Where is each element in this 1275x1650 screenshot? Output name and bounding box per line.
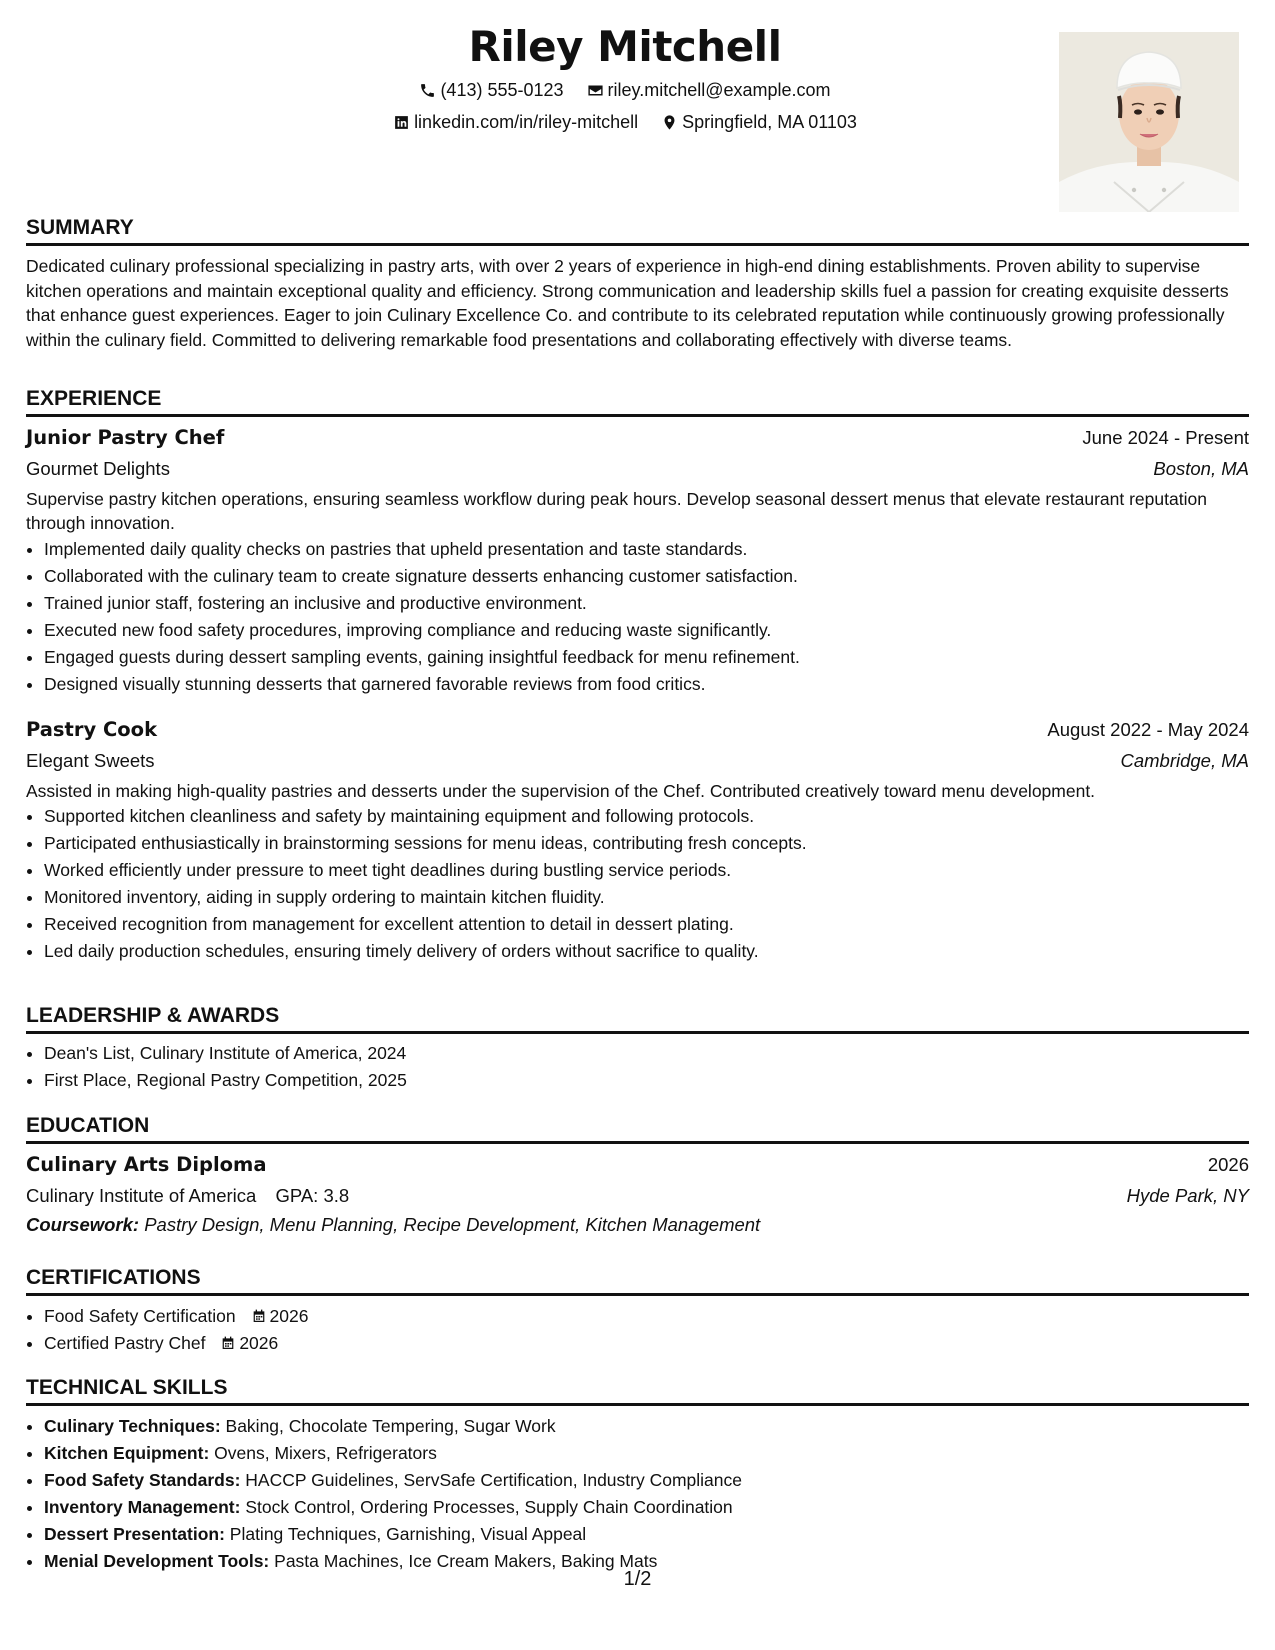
skill-label: Dessert Presentation:: [44, 1524, 225, 1544]
summary-heading: SUMMARY: [26, 214, 1249, 246]
calendar-icon: [251, 1308, 267, 1324]
job-entry: [26, 425, 1249, 698]
school-name: Culinary Institute of America: [26, 1184, 257, 1206]
list-item: • Worked efficiently under pressure to meet tight deadlines during bustling service periods.: [44, 857, 1249, 884]
coursework-label: Coursework:: [26, 1213, 140, 1235]
job-company-row: [26, 748, 1249, 773]
job-location: Cambridge, MA: [1120, 749, 1249, 771]
list-item: • Trained junior staff, fostering an inclusive and productive environment.: [44, 590, 1249, 617]
certifications-heading: CERTIFICATIONS: [26, 1264, 1249, 1296]
list-item: [44, 1303, 1267, 1330]
location-contact: [661, 110, 857, 134]
phone-text: (413) 555-0123: [440, 80, 564, 100]
list-item: • Received recognition from management for excellent attention to detail in dessert plating.: [44, 911, 1249, 938]
job-title-row: [26, 717, 1249, 744]
skill-label: Menial Development Tools:: [44, 1551, 270, 1571]
linkedin-link[interactable]: linkedin.com/in/riley-mitchell: [414, 112, 639, 132]
map-pin-icon: [661, 114, 678, 131]
email-link[interactable]: riley.mitchell@example.com: [607, 80, 831, 100]
skill-value: Plating Techniques, Garnishing, Visual Appeal: [229, 1524, 587, 1544]
email-contact[interactable]: [587, 78, 831, 102]
list-item: • Engaged guests during dessert sampling events, gaining insightful feedback for menu refinement.: [44, 644, 1249, 671]
degree-row: [26, 1152, 1249, 1179]
job-company: Gourmet Delights: [26, 457, 170, 479]
skill-label: Culinary Techniques:: [44, 1416, 221, 1436]
coursework-list: Pastry Design, Menu Planning, Recipe Development, Kitchen Management: [144, 1213, 761, 1235]
job-location: Boston, MA: [1153, 457, 1249, 479]
skills-list: [26, 1413, 1267, 1575]
envelope-icon: [587, 82, 604, 99]
cert-name: Food Safety Certification: [44, 1306, 236, 1326]
awards-list: [26, 1040, 1267, 1094]
skills-heading: TECHNICAL SKILLS: [26, 1374, 1249, 1406]
list-item: • Monitored inventory, aiding in supply ordering to maintain kitchen fluidity.: [44, 884, 1249, 911]
experience-heading: EXPERIENCE: [26, 385, 1249, 417]
job-bullets: [26, 536, 1249, 698]
chef-portrait-illustration: [1059, 32, 1239, 212]
list-item: • Executed new food safety procedures, improving compliance and reducing waste significantly.: [44, 617, 1249, 644]
cert-name: Certified Pastry Chef: [44, 1333, 206, 1353]
skill-label: Food Safety Standards:: [44, 1470, 241, 1490]
linkedin-contact[interactable]: [393, 110, 638, 134]
degree-title: Culinary Arts Diploma: [26, 1153, 267, 1176]
summary-text: Dedicated culinary professional specializing in pastry arts, with over 2 years of experience in high-end dining establishments. Proven ability to supervise kitchen operations and maintain exceptional quality and efficiency. Strong communication and leadership skills fuel a passion for creating exquisite desserts that enhance guest experiences. Eager to join Culinary Excellence Co. and contribute to its celebrated reputation while continuously growing professionally within the culinary field. Committed to delivering remarkable food presentations and collaborating effectively with diverse teams.: [26, 256, 1229, 350]
job-title: Junior Pastry Chef: [26, 426, 225, 449]
job-dates: June 2024 - Present: [1082, 427, 1249, 448]
list-item: • Dean's List, Culinary Institute of America, 2024: [44, 1040, 1267, 1067]
job-title-row: [26, 425, 1249, 452]
phone-contact: [419, 78, 563, 102]
cert-date: [210, 1333, 278, 1353]
certifications-list: [26, 1303, 1267, 1357]
list-item: [44, 1413, 1267, 1440]
list-item: • First Place, Regional Pastry Competition, 2025: [44, 1067, 1267, 1094]
skill-value: Baking, Chocolate Tempering, Sugar Work: [225, 1416, 556, 1436]
awards-heading: LEADERSHIP & AWARDS: [26, 1002, 1249, 1034]
list-item: • Collaborated with the culinary team to create signature desserts enhancing customer satisfaction.: [44, 563, 1249, 590]
skill-value: Pasta Machines, Ice Cream Makers, Baking Mats: [274, 1551, 658, 1571]
job-description: Supervise pastry kitchen operations, ensuring seamless workflow during peak hours. Develop seasonal dessert menus that elevate restaurant reputation through innovation.: [26, 488, 1207, 534]
list-item: [44, 1330, 1267, 1357]
skill-value: Ovens, Mixers, Refrigerators: [214, 1443, 437, 1463]
school-info: [26, 1183, 349, 1208]
school-row: [26, 1183, 1249, 1208]
cert-year: 2026: [239, 1333, 279, 1353]
job-description: Assisted in making high-quality pastries and desserts under the supervision of the Chef. Contributed creatively toward menu development.: [26, 780, 1096, 801]
phone-icon: [419, 82, 436, 99]
list-item: • Implemented daily quality checks on pastries that upheld presentation and taste standards.: [44, 536, 1249, 563]
list-item: • Led daily production schedules, ensuring timely delivery of orders without sacrifice to quality.: [44, 938, 1249, 965]
list-item: • Supported kitchen cleanliness and safety by maintaining equipment and following protocols.: [44, 803, 1249, 830]
job-dates: August 2022 - May 2024: [1047, 719, 1249, 740]
linkedin-icon: [393, 114, 410, 131]
list-item: [44, 1521, 1267, 1548]
list-item: [44, 1467, 1267, 1494]
school-location: Hyde Park, NY: [1126, 1184, 1249, 1206]
gpa: GPA: 3.8: [275, 1184, 350, 1206]
skill-value: Stock Control, Ordering Processes, Supply Chain Coordination: [245, 1497, 733, 1517]
job-entry: [26, 717, 1249, 965]
candidate-name: Riley Mitchell: [468, 22, 782, 71]
profile-photo: [1059, 32, 1239, 212]
calendar-icon: [220, 1335, 236, 1351]
page-number: 1/2: [623, 1568, 652, 1590]
graduation-year: 2026: [1207, 1154, 1249, 1175]
skill-label: Inventory Management:: [44, 1497, 241, 1517]
skill-value: HACCP Guidelines, ServSafe Certification, Industry Compliance: [245, 1470, 742, 1490]
list-item: • Designed visually stunning desserts that garnered favorable reviews from food critics.: [44, 671, 1249, 698]
job-company: Elegant Sweets: [26, 749, 155, 771]
skill-label: Kitchen Equipment:: [44, 1443, 210, 1463]
list-item: [44, 1440, 1267, 1467]
education-entry: [26, 1152, 1249, 1237]
list-item: • Participated enthusiastically in brainstorming sessions for menu ideas, contributing fresh concepts.: [44, 830, 1249, 857]
job-title: Pastry Cook: [26, 718, 158, 741]
location-text: Springfield, MA 01103: [682, 112, 857, 132]
education-heading: EDUCATION: [26, 1112, 1249, 1144]
cert-year: 2026: [269, 1306, 309, 1326]
cert-date: [241, 1306, 309, 1326]
coursework-line: [26, 1212, 1249, 1237]
job-company-row: [26, 456, 1249, 481]
list-item: [44, 1494, 1267, 1521]
job-bullets: [26, 803, 1249, 965]
